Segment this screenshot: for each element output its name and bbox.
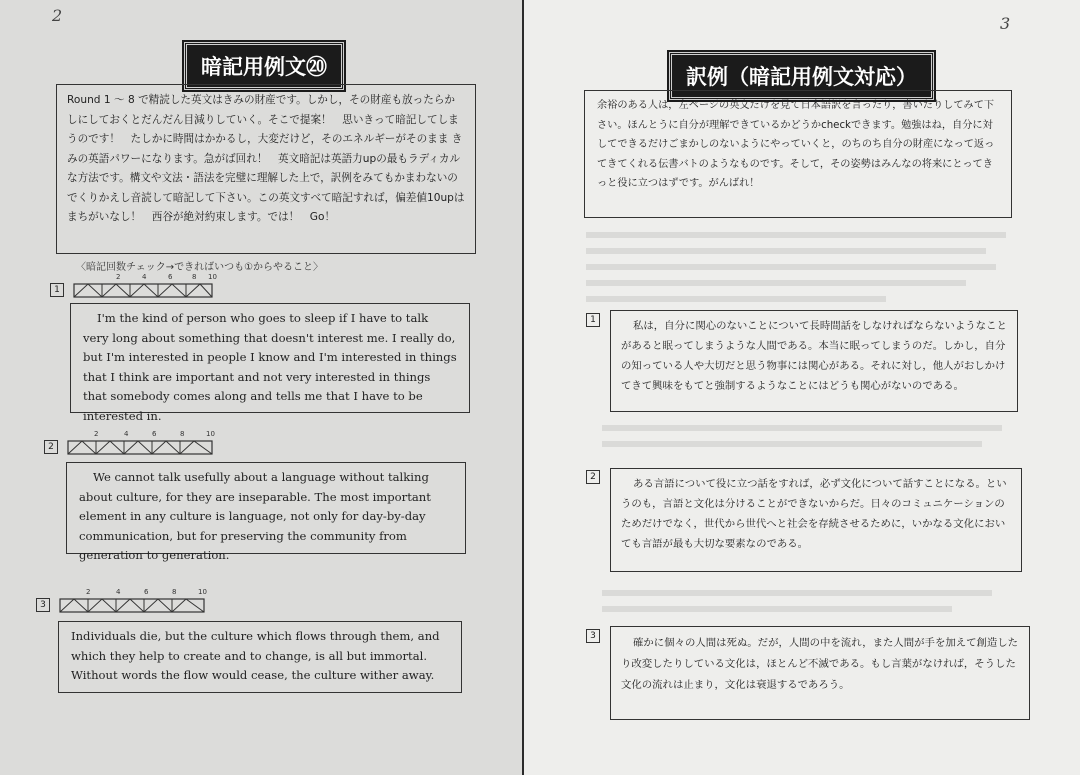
tracker-label: 10 bbox=[206, 430, 215, 438]
translation-text-2: ある言語について役に立つ話をすれば，必ず文化について話すことになる。というのも，言語と文化は分けることができないからだ。日々のコミュニケーションのためだけでなく，世代から世代へと社会を存続させるために，いかなる文化においても言語が最も大切な要素なのである。 bbox=[621, 478, 1007, 550]
show-through-line bbox=[602, 441, 982, 447]
tracker-label: 6 bbox=[144, 588, 149, 596]
sentence-box-3 bbox=[58, 621, 462, 693]
show-through-line bbox=[586, 232, 1006, 238]
tracker-label: 6 bbox=[168, 273, 173, 281]
intro-box-left bbox=[56, 84, 476, 254]
show-through-line bbox=[586, 280, 966, 286]
tracker-label: 4 bbox=[142, 273, 147, 281]
translation-box-2 bbox=[610, 468, 1022, 572]
check-note: 〈暗記回数チェック→できればいつも①からやること〉 bbox=[76, 262, 324, 273]
translation-box-3 bbox=[610, 626, 1030, 720]
sentence-text-2: We cannot talk usefully about a language without talking about culture, for they are inseparable. The most important element in any culture is language, not only for day-by-day communication, but for preserving the community from generation to generation. bbox=[79, 470, 431, 562]
show-through-line bbox=[602, 590, 992, 596]
page-number-right: 3 bbox=[1000, 14, 1011, 33]
sentence-text-1: I'm the kind of person who goes to sleep if I have to talk very long about something that doesn't interest me. I really do, but I'm interested in people I know and I'm interested in things that I think are important and not very interested in things that somebody comes along and tells me that I have to be interested in. bbox=[83, 311, 457, 423]
right-page bbox=[524, 0, 1080, 775]
translation-text-3: 確かに個々の人間は死ぬ。だが，人間の中を流れ，また人間が手を加えて創造したり改変したりしている文化は，ほとんど不滅である。もし言葉がなければ，そうした文化の流れは止まり，文化は衰退するであろう。 bbox=[621, 637, 1019, 691]
show-through-line bbox=[586, 248, 986, 254]
tracker-label: 2 bbox=[116, 273, 121, 281]
sentence-number-1: 1 bbox=[50, 283, 64, 297]
check-tracker-1[interactable] bbox=[72, 272, 217, 300]
translation-text-1: 私は，自分に関心のないことについて長時間話をしなければならないようなことがあると眠ってしまうような人間である。本当に眠ってしまうのだ。しかし，自分の知っている人や大切だと思う物事には関心がある。それに対し，他人がおしかけてきて興味をもてと強制するようなことにはどうも関心がないのである。 bbox=[621, 320, 1007, 392]
translation-number-3: 3 bbox=[586, 629, 600, 643]
show-through-line bbox=[586, 264, 996, 270]
translation-number-1: 1 bbox=[586, 313, 600, 327]
page-title-left: 暗記用例文⑳ bbox=[184, 42, 344, 90]
tracker-label: 6 bbox=[152, 430, 157, 438]
tracker-label: 10 bbox=[198, 588, 207, 596]
check-tracker-2[interactable] bbox=[66, 429, 216, 457]
left-page bbox=[0, 0, 522, 775]
translation-number-2: 2 bbox=[586, 470, 600, 484]
sentence-text-3: Individuals die, but the culture which flows through them, and which they help to create and to change, is all but immortal. Without words the flow would cease, the culture wither away. bbox=[71, 629, 440, 682]
sentence-box-1 bbox=[70, 303, 470, 423]
translation-box-1 bbox=[610, 310, 1018, 412]
show-through-line bbox=[602, 425, 1002, 431]
tracker-label: 4 bbox=[116, 588, 121, 596]
sentence-box-2 bbox=[66, 462, 466, 562]
tracker-label: 2 bbox=[86, 588, 91, 596]
intro-box-right bbox=[584, 90, 1012, 218]
tracker-label: 8 bbox=[180, 430, 185, 438]
tracker-label: 8 bbox=[172, 588, 177, 596]
page-title-right: 訳例（暗記用例文対応） bbox=[669, 52, 934, 100]
show-through-line bbox=[586, 296, 886, 302]
show-through-line bbox=[602, 606, 952, 612]
page-number-left: 2 bbox=[52, 6, 63, 25]
tracker-label: 2 bbox=[94, 430, 99, 438]
sentence-number-3: 3 bbox=[36, 598, 50, 612]
tracker-label: 10 bbox=[208, 273, 217, 281]
tracker-label: 4 bbox=[124, 430, 129, 438]
intro-text-right: 余裕のある人は，左ページの英文だけを見て日本語訳を言ったり，書いたりしてみて下さい。ほんとうに自分が理解できているかどうかcheckできます。勉強はね，自分に対してできるだけごまかしのないようにやっていくと，のちのち自分の財産になって返ってきてくれる伝書バトのようなものです。そして，その姿勢はみんなの将来にとってきっと役に立つはずです。がんばれ！ bbox=[597, 100, 995, 189]
tracker-label: 8 bbox=[192, 273, 197, 281]
sentence-number-2: 2 bbox=[44, 440, 58, 454]
check-tracker-3[interactable] bbox=[58, 587, 208, 615]
intro-text-left: Round 1 ～ 8 で精読した英文はきみの財産です。しかし，その財産も放ったらかしにしておくとだんだん目減りしていく。そこで提案！ 思いきって暗記してしまうのです！ たしかに時間はかかるし，大変だけど，そのエネルギーがそのまま きみの英語パワーになります。急がば回れ！ 英文暗記は英語力upの最もラディカルな方法です。構文や文法・語法を完璧に理解した上で，訳例をみてもかまわないのでくりかえし音読して暗記して下さい。この英文すべて暗記すれば，偏差値10upはまちがいなし！ 西谷が絶対約束します。では！ Go！ bbox=[67, 94, 465, 223]
